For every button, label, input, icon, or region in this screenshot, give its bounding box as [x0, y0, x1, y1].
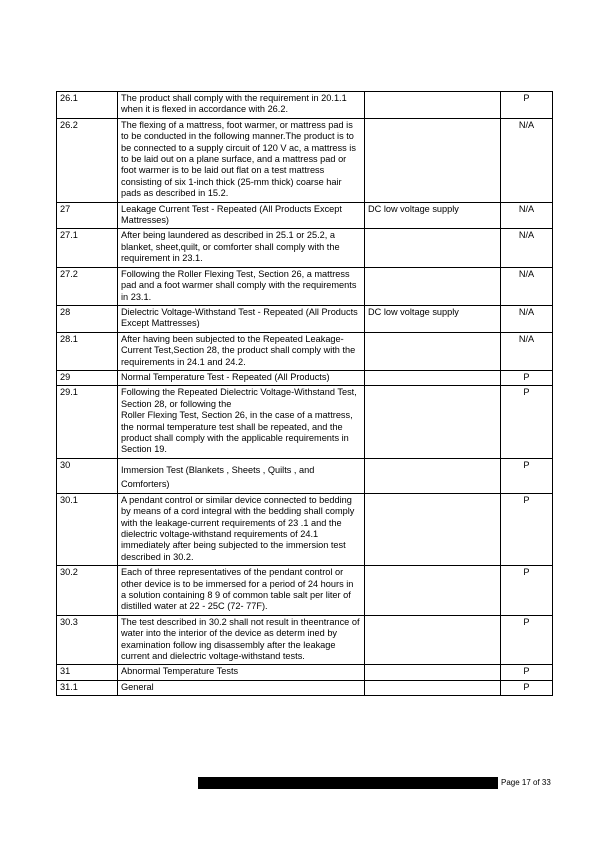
clause-cell: 27.2 [57, 267, 118, 305]
clause-cell: 27 [57, 202, 118, 229]
requirement-cell: Immersion Test (Blankets , Sheets , Quilts , and Comforters) [118, 458, 365, 493]
page-footer [198, 776, 551, 789]
table-row [57, 267, 553, 305]
table-row [57, 305, 553, 332]
clause-cell: 30.3 [57, 615, 118, 665]
clause-cell: 31 [57, 665, 118, 680]
requirement-cell: The test described in 30.2 shall not result in theentrance of water into the interior of the device as determ ined by examination follow ing disassembly after the leakage current and dielectric voltage-withstand tests. [118, 615, 365, 665]
table-row [57, 92, 553, 119]
requirement-cell: Leakage Current Test - Repeated (All Products Except Mattresses) [118, 202, 365, 229]
table-row [57, 680, 553, 695]
verdict-cell: P [501, 566, 553, 616]
table-row [57, 665, 553, 680]
clause-cell: 26.1 [57, 92, 118, 119]
verdict-cell: N/A [501, 118, 553, 202]
table-row [57, 202, 553, 229]
verdict-cell: P [501, 665, 553, 680]
requirement-cell: Following the Roller Flexing Test, Section 26, a mattress pad and a foot warmer shall comply with the requirements in 23.1. [118, 267, 365, 305]
result-cell [365, 229, 501, 267]
result-cell [365, 118, 501, 202]
result-cell [365, 680, 501, 695]
table-row [57, 493, 553, 565]
result-cell [365, 665, 501, 680]
clause-cell: 30 [57, 458, 118, 493]
table-row [57, 229, 553, 267]
clause-cell: 28.1 [57, 332, 118, 370]
table-row [57, 370, 553, 385]
requirement-cell: After having been subjected to the Repeated Leakage-Current Test,Section 28, the product shall comply with the requirements in 24.1 and 24.2. [118, 332, 365, 370]
result-cell: DC low voltage supply [365, 305, 501, 332]
requirement-cell: Dielectric Voltage-Withstand Test - Repeated (All Products Except Mattresses) [118, 305, 365, 332]
requirement-cell: General [118, 680, 365, 695]
clause-cell: 29 [57, 370, 118, 385]
requirement-cell: The product shall comply with the requirement in 20.1.1 when it is flexed in accordance with 26.2. [118, 92, 365, 119]
result-cell [365, 615, 501, 665]
verdict-cell: N/A [501, 229, 553, 267]
result-cell [365, 566, 501, 616]
verdict-cell: P [501, 92, 553, 119]
verdict-cell: P [501, 493, 553, 565]
requirement-cell: After being laundered as described in 25.1 or 25.2, a blanket, sheet,quilt, or comforter shall comply with the requirement in 23.1. [118, 229, 365, 267]
requirement-cell: Each of three representatives of the pendant control or other device is to be immersed for a period of 24 hours in a solution containing 8 9 of common table salt per liter of distilled water at 22 - 25C (72- 77F). [118, 566, 365, 616]
verdict-cell: N/A [501, 332, 553, 370]
verdict-cell: N/A [501, 202, 553, 229]
clause-cell: 26.2 [57, 118, 118, 202]
table-row [57, 332, 553, 370]
clause-cell: 28 [57, 305, 118, 332]
requirement-cell: The flexing of a mattress, foot warmer, or mattress pad is to be conducted in the following manner.The product is to be connected to a supply circuit of 120 V ac, a mattress is to be laid out on a plane surface, and a mattress pad or foot warmer is to be laid out flat on a test mattress consisting of six 1-inch thick (25-mm thick) coarse hair pads as described in 15.2. [118, 118, 365, 202]
verdict-cell: N/A [501, 267, 553, 305]
result-cell [365, 332, 501, 370]
requirement-cell: A pendant control or similar device connected to bedding by means of a cord integral with the bedding shall comply with the leakage-current requirements of 23 .1 and the dielectric voltage-withstand requirements of 24.1 immediately after being subjected to the immersion test described in 30.2. [118, 493, 365, 565]
result-cell [365, 92, 501, 119]
verdict-cell: P [501, 370, 553, 385]
table-row [57, 615, 553, 665]
clause-cell: 29.1 [57, 386, 118, 458]
result-cell [365, 493, 501, 565]
result-cell [365, 458, 501, 493]
requirement-cell: Normal Temperature Test - Repeated (All Products) [118, 370, 365, 385]
table-row [57, 458, 553, 493]
verdict-cell: P [501, 680, 553, 695]
redaction-bar [198, 777, 498, 789]
table-row [57, 386, 553, 458]
table-row [57, 118, 553, 202]
requirement-cell: Following the Repeated Dielectric Voltage-Withstand Test, Section 28, or following the Roller Flexing Test, Section 26, in the case of a mattress, the normal temperature test shall be repeated, and the product shall comply with the applicable requirements in Section 19. [118, 386, 365, 458]
requirement-cell: Abnormal Temperature Tests [118, 665, 365, 680]
result-cell [365, 370, 501, 385]
table-row [57, 566, 553, 616]
clause-cell: 30.2 [57, 566, 118, 616]
verdict-cell: P [501, 458, 553, 493]
clause-cell: 30.1 [57, 493, 118, 565]
clause-cell: 27.1 [57, 229, 118, 267]
page-number: Page 17 of 33 [501, 778, 551, 787]
result-cell [365, 267, 501, 305]
verdict-cell: P [501, 615, 553, 665]
table-body [57, 92, 553, 696]
verdict-cell: P [501, 386, 553, 458]
clause-cell: 31.1 [57, 680, 118, 695]
result-cell: DC low voltage supply [365, 202, 501, 229]
verdict-cell: N/A [501, 305, 553, 332]
test-results-table [56, 91, 553, 696]
result-cell [365, 386, 501, 458]
